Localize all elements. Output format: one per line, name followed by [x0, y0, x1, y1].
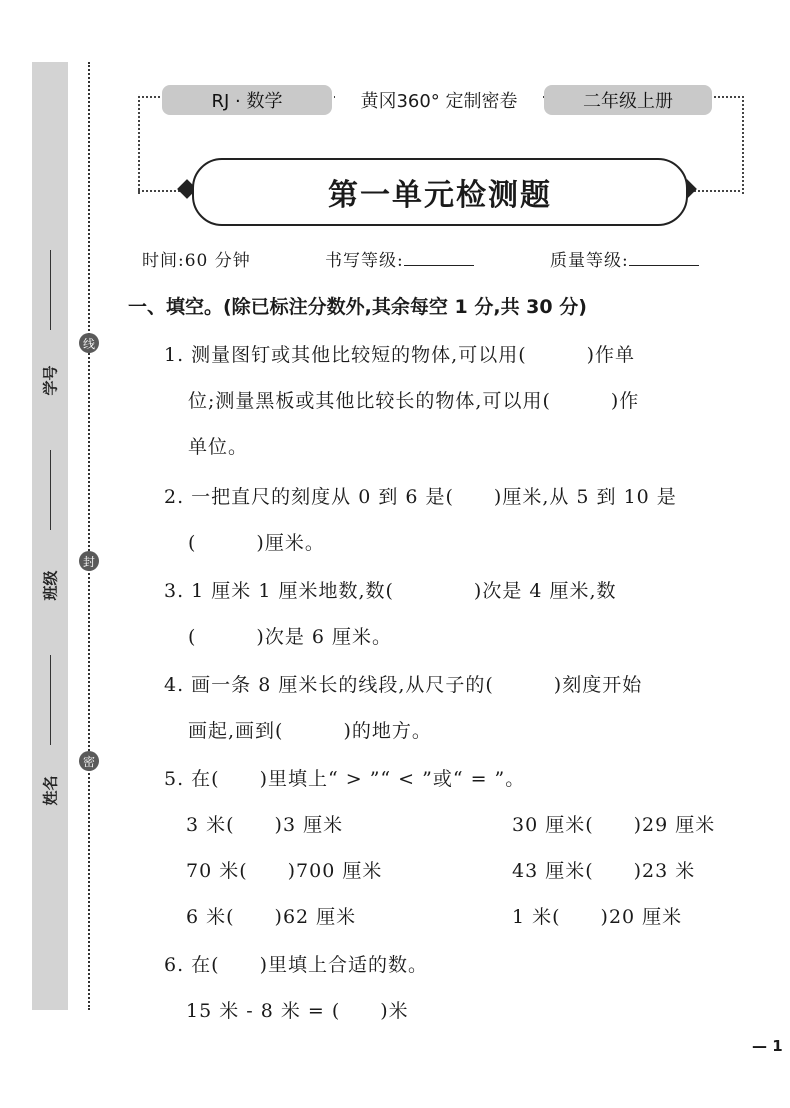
page-number: — 1: [752, 1037, 783, 1055]
q4-line1: 4. 画一条 8 厘米长的线段,从尺子的( )刻度开始: [164, 674, 643, 696]
seal-xian: 线: [79, 333, 99, 353]
q5-stem: 5. 在( )里填上“ > ”“ < ”或“ = ”。: [164, 768, 526, 790]
q1-line2: 位;测量黑板或其他比较长的物体,可以用( )作: [188, 390, 640, 412]
page-title: 第一单元检测题: [192, 158, 688, 226]
student-id-line: [50, 250, 51, 330]
class-line: [50, 450, 51, 530]
name-label: 姓名: [41, 775, 60, 806]
writing-grade: [325, 246, 474, 271]
quality-grade-label: 质量等级:: [550, 251, 629, 271]
q1-line3: 单位。: [188, 436, 249, 458]
subject-badge: RJ · 数学: [162, 85, 332, 115]
q4-line2: 画起,画到( )的地方。: [188, 720, 432, 742]
class-label: 班级: [41, 570, 60, 601]
q6-item-a: 15 米 - 8 米 = ( )米: [186, 1000, 409, 1022]
series-name: 黄冈360° 定制密卷: [335, 85, 543, 115]
q2-line2: ( )厘米。: [188, 532, 325, 554]
q2-line1: 2. 一把直尺的刻度从 0 到 6 是( )厘米,从 5 到 10 是: [164, 486, 677, 508]
q3-line2: ( )次是 6 厘米。: [188, 626, 392, 648]
writing-grade-blank: [404, 251, 474, 266]
q5-item-c: 70 米( )700 厘米: [186, 860, 383, 882]
grade-badge: 二年级上册: [544, 85, 712, 115]
seal-feng: 封: [79, 551, 99, 571]
section-heading: 一、填空。(除已标注分数外,其余每空 1 分,共 30 分): [128, 296, 587, 318]
q3-line1: 3. 1 厘米 1 厘米地数,数( )次是 4 厘米,数: [164, 580, 617, 602]
q6-stem: 6. 在( )里填上合适的数。: [164, 954, 428, 976]
q5-item-d: 43 厘米( )23 米: [512, 860, 696, 882]
writing-grade-label: 书写等级:: [325, 251, 404, 271]
q5-item-f: 1 米( )20 厘米: [512, 906, 683, 928]
q5-item-b: 30 厘米( )29 厘米: [512, 814, 716, 836]
q5-item-a: 3 米( )3 厘米: [186, 814, 344, 836]
cut-line: [88, 62, 90, 1010]
student-id-label: 学号: [41, 365, 60, 396]
binding-margin: [32, 62, 68, 1010]
time-info: 时间:60 分钟: [142, 251, 251, 271]
q1-line1: 1. 测量图钉或其他比较短的物体,可以用( )作单: [164, 344, 636, 366]
quality-grade-blank: [629, 251, 699, 266]
q5-item-e: 6 米( )62 厘米: [186, 906, 357, 928]
seal-mi: 密: [79, 751, 99, 771]
quality-grade: [550, 246, 699, 271]
name-line: [50, 655, 51, 745]
